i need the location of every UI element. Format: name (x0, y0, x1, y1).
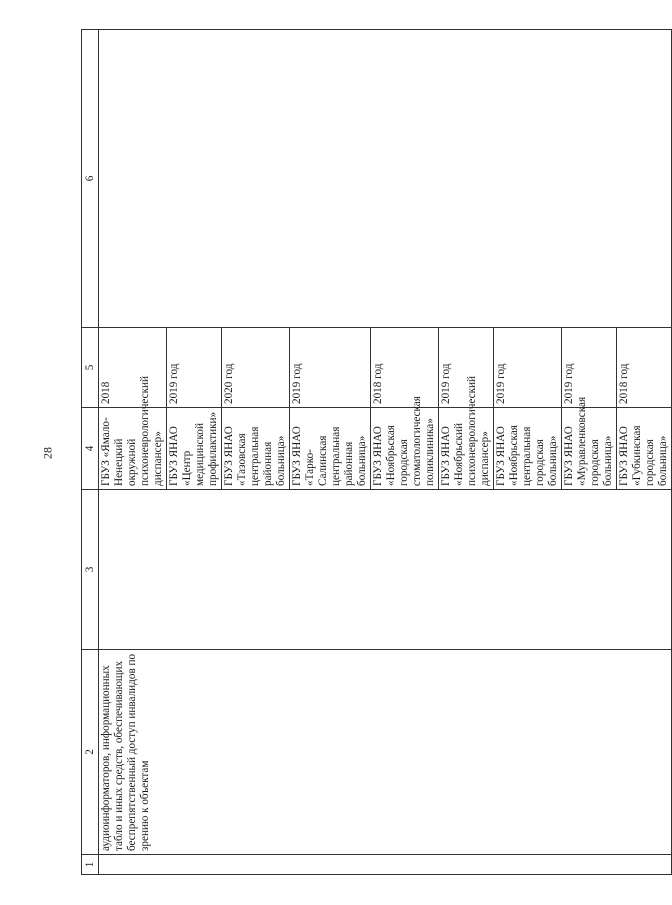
cell-organization: ГБУЗ ЯНАО «Губкинская городская больница» (617, 408, 672, 490)
cell-year: 2019 год (562, 328, 617, 408)
cell-organization: ГБУЗ ЯНАО «Тарко-Салинская центральная районная больница» (290, 408, 371, 490)
cell-year: 2019 год (290, 328, 371, 408)
cell-measure-description: аудиоинформаторов, информационных табло и иных средств, обеспечивающих беспрепятственный доступ инвалидов по зрению к объектам (99, 650, 672, 855)
cell-organization: ГБУЗ ЯНАО «Ноябрьская центральная городская больница» (494, 408, 562, 490)
cell-year: 2018 год (371, 328, 439, 408)
header-col-4: 4 (82, 408, 99, 490)
header-col-6: 6 (82, 30, 99, 328)
cell-year: 2019 год (494, 328, 562, 408)
cell-year: 2019 год (167, 328, 222, 408)
cell-col3 (99, 490, 672, 650)
header-col-1: 1 (82, 855, 99, 875)
page-number: 28 (40, 447, 55, 459)
cell-organization: ГБУЗ ЯНАО «Центр медицинской профилактики» (167, 408, 222, 490)
table-row (99, 30, 167, 875)
cell-organization: ГБУЗ ЯНАО «Муравленковская городская больница» (562, 408, 617, 490)
cell-year: 2020 год (222, 328, 290, 408)
header-col-5: 5 (82, 328, 99, 408)
cell-year: 2018 год (617, 328, 672, 408)
measures-table (81, 29, 672, 875)
cell-col6 (99, 30, 672, 328)
cell-organization: ГБУЗ ЯНАО «Тазовская центральная районная больница» (222, 408, 290, 490)
cell-year: 2019 год (439, 328, 494, 408)
cell-organization: ГБУЗ ЯНАО «Ноябрьская городская стоматологическая поликлиника» (371, 408, 439, 490)
header-col-3: 3 (82, 490, 99, 650)
header-row (82, 30, 99, 875)
table-sheet (81, 30, 669, 875)
cell-number (99, 855, 672, 875)
cell-organization: ГБУЗ «Ямало-Ненецкий окружной психоневрологический диспансер» (99, 408, 167, 490)
cell-year: 2018 (99, 328, 167, 408)
cell-organization: ГБУЗ ЯНАО «Ноябрьский психоневрологический диспансер» (439, 408, 494, 490)
header-col-2: 2 (82, 650, 99, 855)
